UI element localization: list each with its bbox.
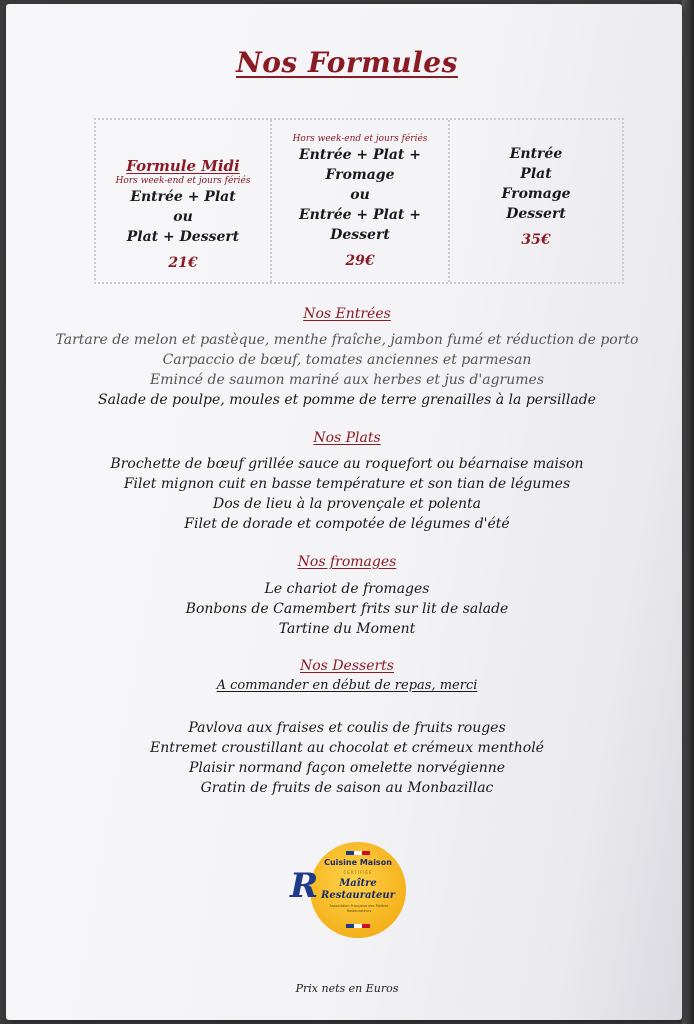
- flag-stripe: [346, 924, 370, 928]
- formula-line: Entrée + Plat +: [299, 147, 421, 163]
- formula-35: [450, 120, 622, 282]
- formulas-table: [94, 118, 624, 284]
- list-item: Le chariot de fromages: [264, 581, 430, 597]
- formula-line: Dessert: [506, 206, 566, 222]
- formula-price: 29€: [345, 253, 375, 269]
- list-item: Brochette de bœuf grillée sauce au roquefort ou béarnaise maison: [110, 456, 584, 472]
- formula-line: ou: [350, 187, 370, 203]
- badge-main-text: [310, 878, 406, 902]
- list-item: Dos de lieu à la provençale et polenta: [213, 496, 481, 512]
- badge-top-text: Cuisine Maison: [324, 858, 392, 867]
- list-item: Pavlova aux fraises et coulis de fruits rouges: [188, 720, 506, 736]
- section-title-fromages: Nos fromages: [297, 554, 397, 570]
- formula-price: 35€: [521, 232, 551, 248]
- formula-line: Entrée + Plat +: [299, 207, 421, 223]
- formula-price: 21€: [168, 255, 198, 271]
- list-item: Tartine du Moment: [278, 621, 416, 637]
- section-title-desserts: Nos Desserts: [300, 658, 394, 674]
- badge-main-line: Maître: [339, 878, 377, 889]
- formula-29: [272, 120, 450, 282]
- formula-line: Dessert: [330, 227, 390, 243]
- list-item: Filet de dorade et compotée de légumes d'été: [184, 516, 510, 532]
- badge-sub-text: Association Française des Maîtres Restaurateurs: [329, 904, 389, 913]
- list-item: Bonbons de Camembert frits sur lit de salade: [185, 601, 509, 617]
- formula-line: Entrée + Plat: [130, 189, 236, 205]
- maitre-restaurateur-badge: [310, 842, 406, 938]
- badge-main-line: Restaurateur: [321, 890, 395, 901]
- list-item: Gratin de fruits de saison au Monbazillac: [200, 780, 494, 796]
- list-item: Salade de poulpe, moules et pomme de terre grenailles à la persillade: [98, 392, 596, 408]
- section-title-entrees: Nos Entrées: [303, 306, 391, 322]
- formula-line: Plat: [520, 166, 552, 182]
- page-title: Nos Formules: [236, 46, 458, 79]
- section-title-plats: Nos Plats: [313, 430, 381, 446]
- formula-line: Fromage: [501, 186, 571, 202]
- list-item: Tartare de melon et pastèque, menthe fraîche, jambon fumé et réduction de porto: [55, 332, 639, 348]
- list-item: Emincé de saumon mariné aux herbes et jus d'agrumes: [149, 372, 545, 388]
- badge-r-logo-icon: R: [290, 866, 319, 906]
- badge-small-text: CERTIFIÉE: [343, 870, 373, 875]
- formula-note: Hors week-end et jours fériés: [115, 176, 251, 186]
- formula-line: Fromage: [325, 167, 395, 183]
- list-entrees: [0, 330, 694, 410]
- list-item: Entremet croustillant au chocolat et crémeux mentholé: [150, 740, 544, 756]
- formula-note: Hors week-end et jours fériés: [292, 134, 428, 144]
- flag-stripe: [346, 851, 370, 855]
- list-desserts: [0, 718, 694, 798]
- formula-line: Plat + Dessert: [126, 229, 240, 245]
- formula-name: Formule Midi: [126, 157, 240, 175]
- footer-note: Prix nets en Euros: [295, 982, 399, 995]
- list-fromages: [0, 579, 694, 639]
- desserts-note: A commander en début de repas, merci: [216, 678, 478, 693]
- formula-line: Entrée: [509, 146, 563, 162]
- list-item: Carpaccio de bœuf, tomates anciennes et parmesan: [162, 352, 532, 368]
- list-item: Plaisir normand façon omelette norvégienne: [188, 760, 506, 776]
- formula-line: ou: [173, 209, 193, 225]
- formula-midi: [96, 120, 272, 282]
- list-item: Filet mignon cuit en basse température et son tian de légumes: [123, 476, 571, 492]
- list-plats: [0, 454, 694, 534]
